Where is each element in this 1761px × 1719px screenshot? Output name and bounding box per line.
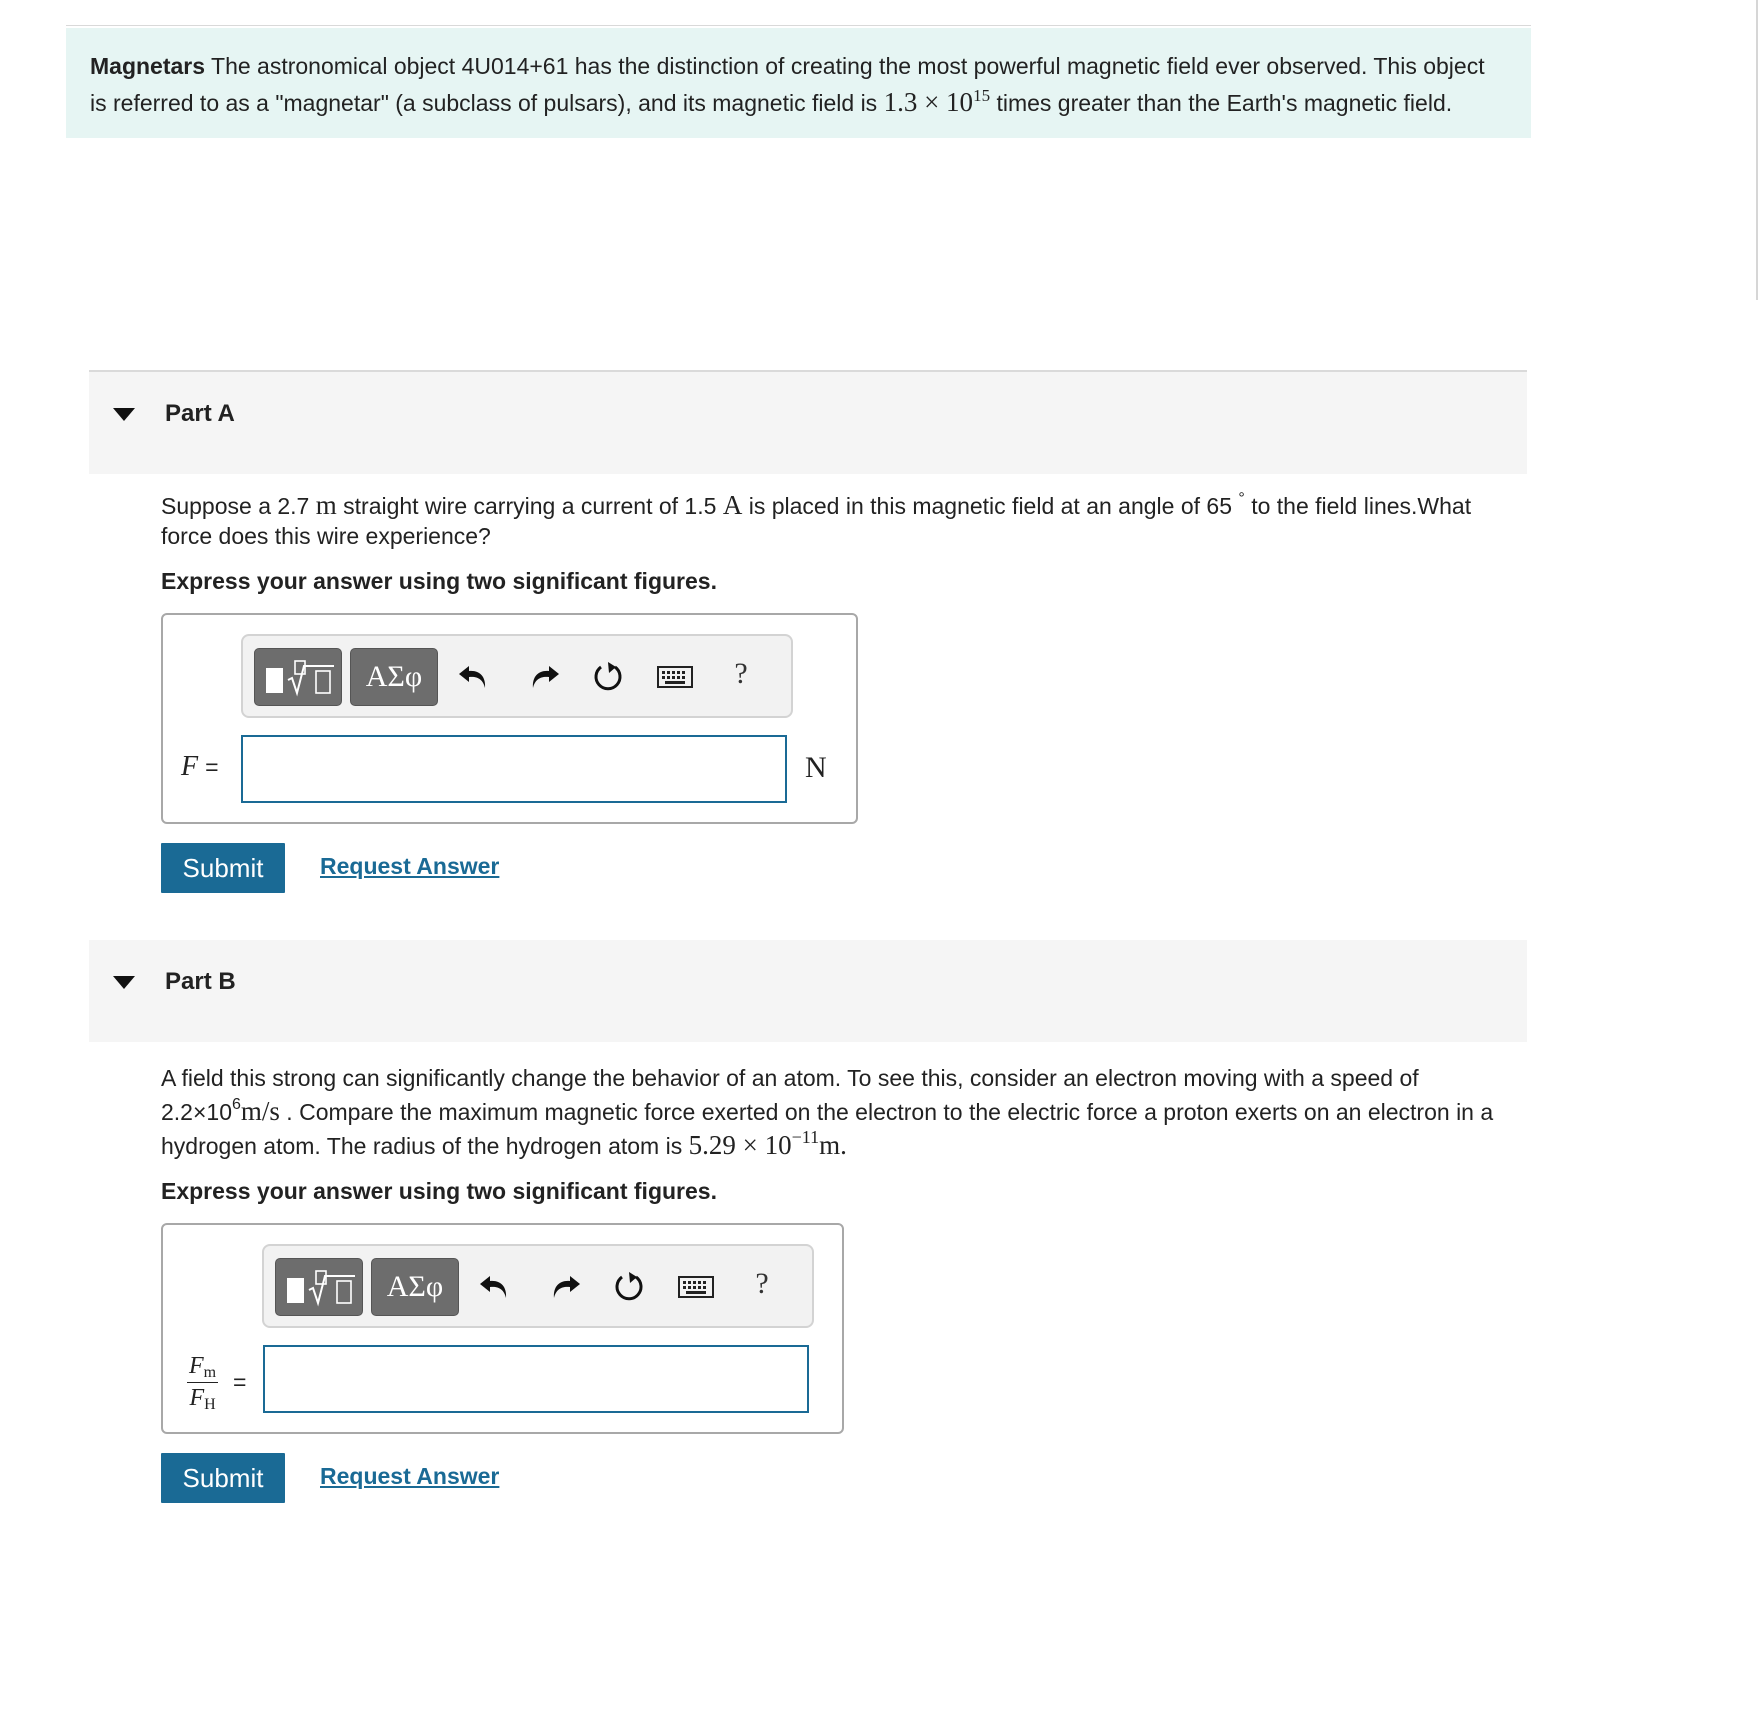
qa-unit-m: m [315,490,337,520]
part-b-question [161,1062,1521,1163]
keyboard-icon[interactable] [655,656,695,696]
intro-math [884,87,990,117]
templates-icon [255,649,343,707]
redo-icon[interactable] [523,656,563,696]
numerator-sub: m [203,1364,217,1381]
part-b-answer-input[interactable] [263,1345,809,1413]
denominator-var: F [189,1385,205,1411]
qb-text-1: A field this strong can significantly change the behavior of an atom. To see this, consider an electron moving with a speed of 2.2×10 [161,1065,1419,1125]
intro-math-exp: 15 [973,86,991,105]
qb-radius-exp: −11 [791,1127,820,1147]
help-icon[interactable]: ? [755,1267,769,1300]
qa-unit-A: A [722,490,743,520]
greek-symbols-button[interactable]: ΑΣφ [371,1258,459,1316]
collapse-triangle-icon[interactable] [113,408,135,421]
fraction-denominator [187,1383,218,1412]
scrollbar[interactable] [1756,0,1758,300]
part-a-question [161,490,1511,551]
part-a-title: Part A [165,400,235,427]
part-a-unit: N [805,751,827,784]
intro-panel [66,28,1531,138]
templates-button[interactable] [254,648,342,706]
part-a-answer-input[interactable] [241,735,787,803]
help-icon[interactable]: ? [734,657,748,690]
part-b-math-toolbar [262,1244,814,1328]
intro-text: The astronomical object 4U014+61 has the distinction of creating the most powerful magnetic field ever observed. This object is referred to as a "magnetar" (a subclass of pulsars), and its magnetic field is [90,53,1485,116]
part-b-instruction: Express your answer using two significant figures. [161,1178,717,1204]
part-a-equals: = [205,754,219,780]
reset-icon[interactable] [588,656,628,696]
part-b-request-answer-link[interactable]: Request Answer [320,1463,500,1489]
top-divider [66,25,1531,26]
collapse-triangle-icon[interactable] [113,976,135,989]
qa-text-3: is placed in this magnetic field at an angle of 65 [742,493,1239,519]
part-a-answer-label [181,751,219,783]
undo-icon[interactable] [455,656,495,696]
part-a-request-answer-link[interactable]: Request Answer [320,853,500,879]
part-a-header[interactable] [89,370,1527,474]
qb-exp-6: 6 [232,1096,241,1113]
qb-radius-unit: m [819,1130,841,1160]
part-a-submit-button[interactable]: Submit [161,843,285,893]
qa-text-4: to the field lines.What force does this wire experience? [161,493,1472,549]
keyboard-icon[interactable] [676,1266,716,1306]
fraction-numerator [187,1353,218,1383]
part-a-answer-box [161,613,858,824]
part-b-equals: = [233,1369,247,1395]
qb-text-2: . Compare the maximum magnetic force exerted on the electron to the electric force a proton exerts on an electron in a hydrogen atom. The radius of the hydrogen atom is [161,1099,1494,1159]
intro-math-base: 1.3 × 10 [883,87,974,117]
part-a-variable: F [181,751,199,782]
part-b-answer-box [161,1223,844,1434]
part-b-fraction-label [187,1353,218,1412]
denominator-sub: H [204,1396,216,1413]
reset-icon[interactable] [609,1266,649,1306]
greek-symbols-button[interactable]: ΑΣφ [350,648,438,706]
intro-title: Magnetars [90,53,206,79]
qb-radius: 5.29 × 10 [688,1130,792,1160]
undo-icon[interactable] [476,1266,516,1306]
part-a-instruction: Express your answer using two significant figures. [161,568,717,594]
intro-text-end: times greater than the Earth's magnetic field. [990,90,1453,116]
part-b-title: Part B [165,968,236,995]
templates-icon [276,1259,364,1317]
templates-button[interactable] [275,1258,363,1316]
qb-unit-ms: m/s [240,1096,280,1126]
part-b-header[interactable] [89,940,1527,1042]
redo-icon[interactable] [544,1266,584,1306]
part-b-submit-button[interactable]: Submit [161,1453,285,1503]
qa-degree: ° [1238,490,1245,507]
numerator-var: F [189,1353,204,1379]
part-a-math-toolbar [241,634,793,718]
qa-text-1: Suppose a 2.7 [161,493,316,519]
qa-text-2: straight wire carrying a current of 1.5 [336,493,723,519]
qb-period: . [840,1130,847,1160]
